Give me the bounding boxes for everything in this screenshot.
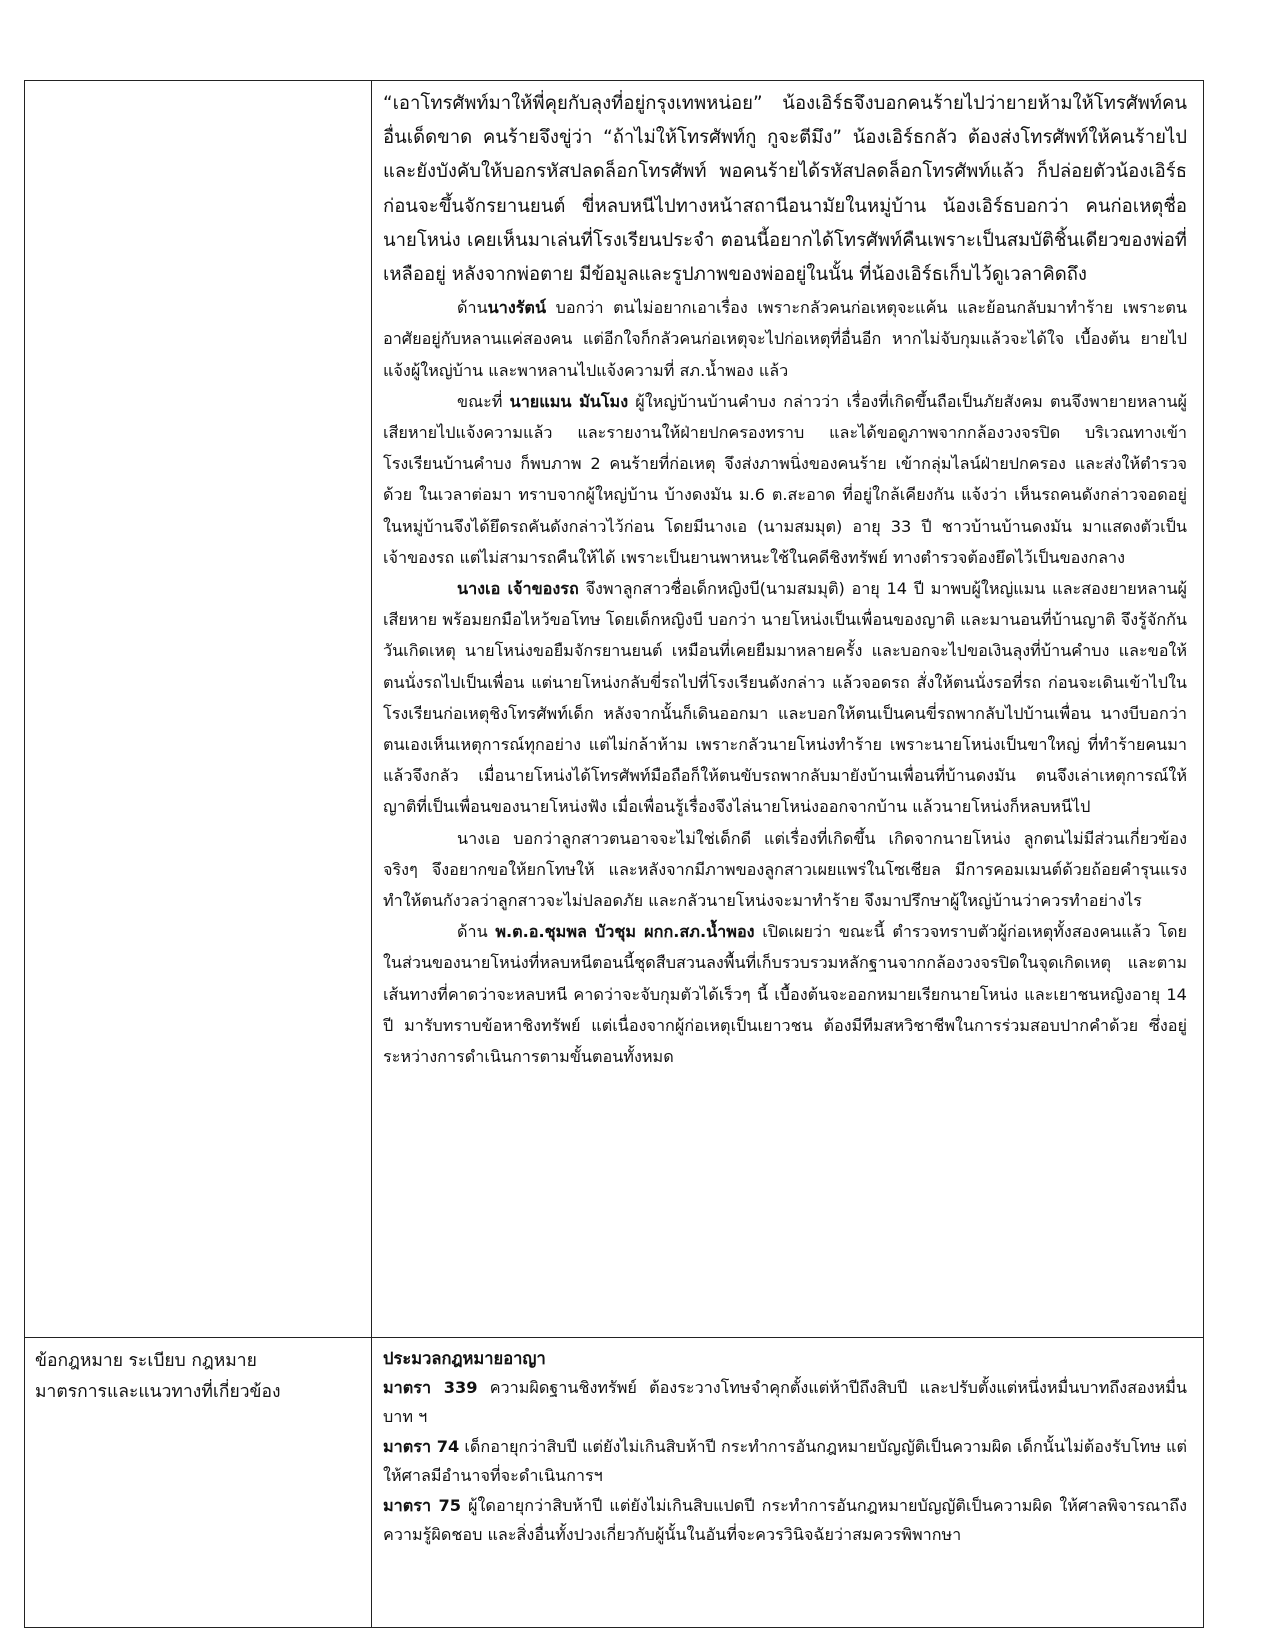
narrative-cell — [383, 87, 1187, 1072]
person-name-chumphon: พ.ต.อ.ชุมพล บัวชุม ผกก.สภ.น้ำพอง — [495, 922, 755, 942]
legal-row — [25, 1338, 1203, 1627]
person-name-rat: นางรัตน์ — [487, 298, 547, 318]
person-name-man: นายแมน มันโมง — [509, 391, 629, 411]
narrative-paragraph-5: นางเอ บอกว่าลูกสาวตนอาจจะไม่ใช่เด็กดี แต่เรื่องที่เกิดขึ้น เกิดจากนายโหน่ง ลูกตนไม่มีส่วนเกี่ยวข้องจริงๆ จึงอยากขอให้ยกโทษให้ และหลังจากมีภาพของลูกสาวเผยแพร่ในโซเชียล มีการคอมเมนต์ด้วยถ้อยคำรุนแรง ทำให้ตนกังวลว่าลูกสาวจะไม่ปลอดภัย และกลัวนายโหน่งจะมาทำร้าย จึงมาปรึกษาผู้ใหญ่บ้านว่าควรทำอย่างไร — [383, 828, 1187, 911]
narrative-paragraph-4: นางเอ เจ้าของรถ จึงพาลูกสาวชื่อเด็กหญิงบี(นามสมมุติ) อายุ 14 ปี มาพบผู้ใหญ่แมน และสองยายหลานผู้เสียหาย พร้อมยกมือไหว้ขอโทษ โดยเด็กหญิงบี บอกว่า นายโหน่งเป็นเพื่อนของญาติ และมานอนที่บ้านญาติ จึงรู้จักกัน วันเกิดเหตุ นายโหน่งขอยืมจักรยานยนต์ เหมือนที่เคยยืมมาหลายครั้ง และบอกจะไปขอเงินลุงที่บ้านคำบง และขอให้ตนนั่งรถไปเป็นเพื่อน แต่นายโหน่งกลับขี่รถไปที่โรงเรียนดังกล่าว แล้วจอดรถ สั่งให้ตนนั่งรอที่รถ ก่อนจะเดินเข้าไปในโรงเรียนก่อเหตุชิงโทรศัพท์เด็ก หลังจากนั้นก็เดินออกมา และบอกให้ตนเป็นคนขี่รถพากลับไปบ้านเพื่อน นางบีบอกว่าตนเองเห็นเหตุการณ์ทุกอย่าง แต่ไม่กล้าห้าม เพราะกลัวนายโหน่งทำร้าย เพราะนายโหน่งเป็นขาใหญ่ ที่ทำร้ายคนมาแล้วจึงกลัว เมื่อนายโหน่งได้โทรศัพท์มือถือก็ให้ตนขับรถพากลับมายังบ้านเพื่อนที่บ้านดงมัน ตนจึงเล่าเหตุการณ์ให้ญาติที่เป็นเพื่อนของนายโหน่งฟัง เมื่อเพื่อนรู้เรื่องจึงไล่นายโหน่งออกจากบ้าน แล้วนายโหน่งก็หลบหนีไป — [383, 579, 1187, 817]
legal-content-cell — [383, 1344, 1187, 1549]
legal-label-line-2: มาตรการและแนวทางที่เกี่ยวข้อง — [35, 1382, 281, 1402]
narrative-paragraph-3: ขณะที่ นายแมน มันโมง ผู้ใหญ่บ้านบ้านคำบง กล่าวว่า เรื่องที่เกิดขึ้นถือเป็นภัยสังคม ตนจึงพายายหลานผู้เสียหายไปแจ้งความแล้ว และรายงานให้ฝ่ายปกครองทราบ และได้ขอดูภาพจากกล้องวงจรปิด บริเวณทางเข้าโรงเรียนบ้านคำบง ก็พบภาพ 2 คนร้ายที่ก่อเหตุ จึงส่งภาพนิ่งของคนร้าย เข้ากลุ่มไลน์ฝ่ายปกครอง และส่งให้ตำรวจด้วย ในเวลาต่อมา ทราบจากผู้ใหญ่บ้าน บ้างดงมัน ม.6 ต.สะอาด ที่อยู่ใกล้เคียงกัน แจ้งว่า เห็นรถคนดังกล่าวจอดอยู่ในหมู่บ้านจึงได้ยึดรถคันดังกล่าวไว้ก่อน โดยมีนางเอ (นามสมมุต) อายุ 33 ปี ชาวบ้านบ้านดงมัน มาแสดงตัวเป็นเจ้าของรถ แต่ไม่สามารถคืนให้ได้ เพราะเป็นยานพาหนะใช้ในคดีชิงทรัพย์ ทางตำรวจต้องยึดไว้เป็นของกลาง — [383, 391, 1187, 567]
narrative-paragraph-1: “เอาโทรศัพท์มาให้พี่คุยกับลุงที่อยู่กรุงเทพหน่อย” น้องเอิร์ธจึงบอกคนร้ายไปว่ายายห้ามให้โทรศัพท์คนอื่นเด็ดขาด คนร้ายจึงขู่ว่า “ถ้าไม่ให้โทรศัพท์กู กูจะตีมึง” น้องเอิร์ธกลัว ต้องส่งโทรศัพท์ให้คนร้ายไป และยังบังคับให้บอกรหัสปลดล็อกโทรศัพท์ พอคนร้ายได้รหัสปลดล็อกโทรศัพท์แล้ว ก็ปล่อยตัวน้องเอิร์ธก่อนจะขึ้นจักรยานยนต์ ขี่หลบหนีไปทางหน้าสถานีอนามัยในหมู่บ้าน น้องเอิร์ธบอกว่า คนก่อเหตุชื่อนายโหน่ง เคยเห็นมาเล่นที่โรงเรียนประจำ ตอนนี้อยากได้โทรศัพท์คืนเพราะเป็นสมบัติชิ้นเดียวของพ่อที่เหลืออยู่ หลังจากพ่อตาย มีข้อมูลและรูปภาพของพ่ออยู่ในนั้น ที่น้องเอิร์ธเก็บไว้ดูเวลาคิดถึง — [383, 93, 1187, 286]
legal-label-line-1: ข้อกฎหมาย ระเบียบ กฎหมาย — [35, 1351, 257, 1371]
section-75: มาตรา 75 ผู้ใดอายุกว่าสิบห้าปี แต่ยังไม่เกินสิบแปดปี กระทำการอันกฎหมายบัญญัติเป็นความผิด ให้ศาลพิจารณาถึงความรู้ผิดชอบ และสิ่งอื่นทั้งปวงเกี่ยวกับผู้นั้นในอันที่จะควรวินิจฉัยว่าสมควรพิพากษา — [383, 1495, 1187, 1545]
person-name-a: นางเอ เจ้าของรถ — [457, 579, 579, 599]
narrative-row — [25, 81, 1203, 1338]
criminal-code-title: ประมวลกฎหมายอาญา — [383, 1349, 546, 1368]
section-74: มาตรา 74 เด็กอายุกว่าสิบปี แต่ยังไม่เกินสิบห้าปี กระทำการอันกฎหมายบัญญัติเป็นความผิด เด็กนั้นไม่ต้องรับโทษ แต่ให้ศาลมีอำนาจที่จะดำเนินการฯ — [383, 1436, 1187, 1486]
column-divider — [371, 1338, 372, 1627]
narrative-paragraph-2: ด้านนางรัตน์ บอกว่า ตนไม่อยากเอาเรื่อง เพราะกลัวคนก่อเหตุจะแค้น และย้อนกลับมาทำร้าย เพราะตนอาศัยอยู่กับหลานแค่สองคน แต่อีกใจก็กลัวคนก่อเหตุจะไปก่อเหตุที่อื่นอีก หากไม่จับกุมแล้วจะได้ใจ เบื้องต้น ยายไปแจ้งผู้ใหญ่บ้าน และพาหลานไปแจ้งความที่ สภ.น้ำพอง แล้ว — [383, 298, 1187, 380]
legal-label-cell — [35, 1346, 355, 1408]
column-divider — [371, 81, 372, 1337]
document-table — [24, 80, 1204, 1628]
narrative-paragraph-6: ด้าน พ.ต.อ.ชุมพล บัวชุม ผกก.สภ.น้ำพอง เปิดเผยว่า ขณะนี้ ตำรวจทราบตัวผู้ก่อเหตุทั้งสองคนแล้ว โดยในส่วนของนายโหน่งที่หลบหนีตอนนี้ชุดสืบสวนลงพื้นที่เก็บรวบรวมหลักฐานจากกล้องวงจรปิดในจุดเกิดเหตุ และตามเส้นทางที่คาดว่าจะหลบหนี คาดว่าจะจับกุมตัวได้เร็วๆ นี้ เบื้องต้นจะออกหมายเรียกนายโหน่ง และเยาชนหญิงอายุ 14 ปี มารับทราบข้อหาชิงทรัพย์ แต่เนื่องจากผู้ก่อเหตุเป็นเยาวชน ต้องมีทีมสหวิชาชีพในการร่วมสอบปากคำด้วย ซึ่งอยู่ระหว่างการดำเนินการตามขั้นตอนทั้งหมด — [383, 922, 1187, 1067]
section-339: มาตรา 339 ความผิดฐานชิงทรัพย์ ต้องระวางโทษจำคุกตั้งแต่ห้าปีถึงสิบปี และปรับตั้งแต่หนึ่งหมื่นบาทถึงสองหมื่นบาท ฯ — [383, 1378, 1187, 1427]
